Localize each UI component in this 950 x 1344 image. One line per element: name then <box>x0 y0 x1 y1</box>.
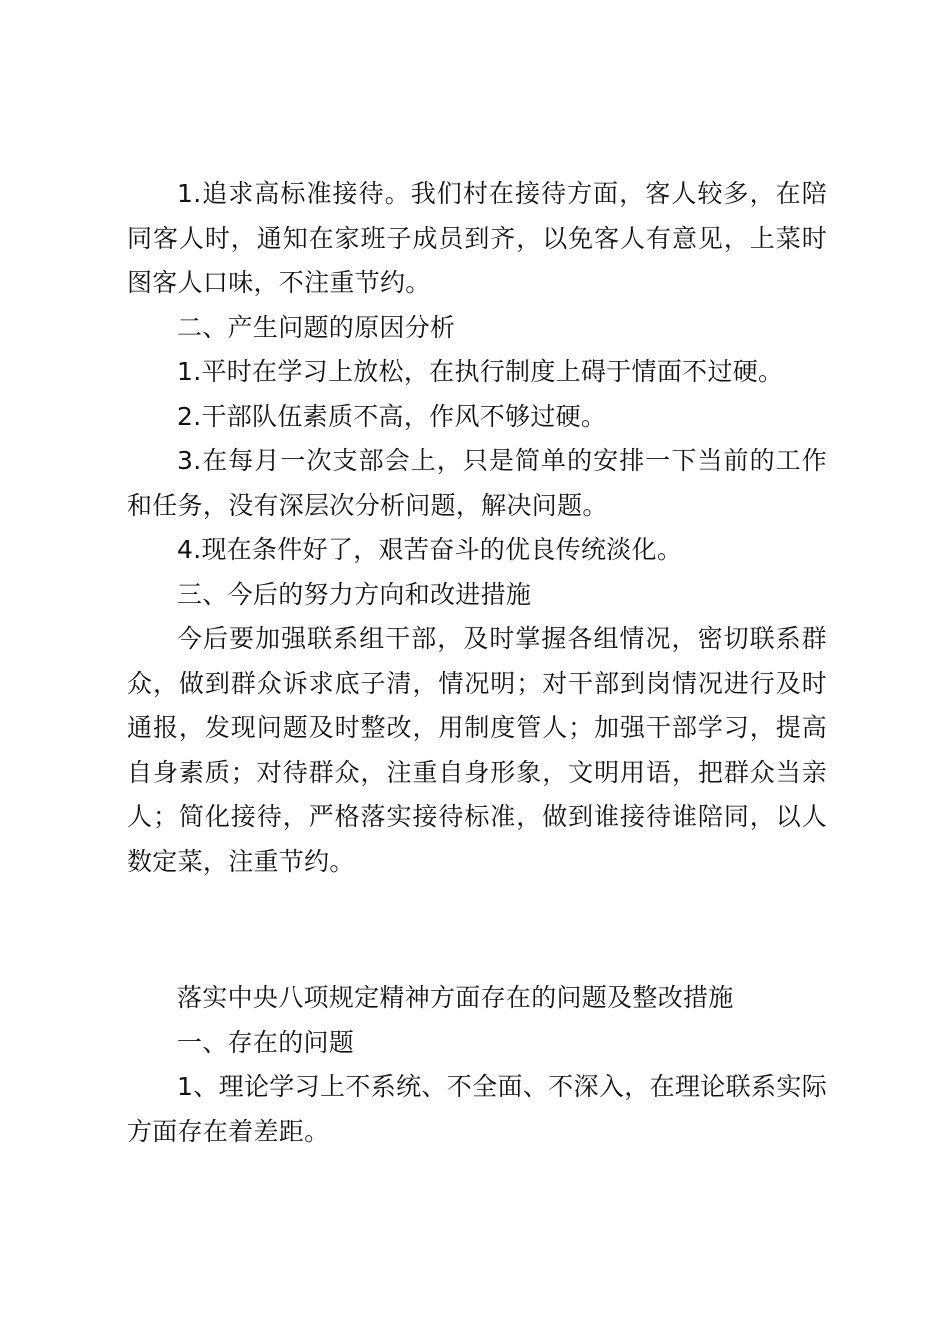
paragraph-problem-1: 1、理论学习上不系统、不全面、不深入，在理论联系实际方面存在着差距。 <box>127 1072 827 1146</box>
paragraph-improvement-details: 今后要加强联系组干部，及时掌握各组情况，密切联系群众，做到群众诉求底子清，情况明；对干部到岗情况进行及时通报，发现问题及时整改，用制度管人；加强干部学习，提高自身素质；对待群众，注重自身形象，文明用语，把群众当亲人；简化接待，严格落实接待标准，做到谁接待谁陪同，以人数定菜，注重节约。 <box>127 624 827 876</box>
document-body-upper <box>127 172 827 884</box>
heading-existing-problems: 一、存在的问题 <box>177 1027 355 1057</box>
heading-improvement-measures: 三、今后的努力方向和改进措施 <box>177 579 532 609</box>
document-title: 落实中央八项规定精神方面存在的问题及整改措施 <box>177 983 734 1012</box>
paragraph-cause-2: 2.干部队伍素质不高，作风不够过硬。 <box>177 401 607 431</box>
paragraph-cause-4: 4.现在条件好了，艰苦奋斗的优良传统淡化。 <box>177 535 683 564</box>
heading-cause-analysis: 二、产生问题的原因分析 <box>177 312 456 342</box>
document-body-lower <box>127 976 827 1154</box>
paragraph-reception-standard: 1.追求高标准接待。我们村在接待方面，客人较多，在陪同客人时，通知在家班子成员到齐，以免客人有意见，上菜时图客人口味，不注重节约。 <box>127 179 827 297</box>
paragraph-cause-3: 3.在每月一次支部会上，只是简单的安排一下当前的工作和任务，没有深层次分析问题，解决问题。 <box>127 446 827 520</box>
paragraph-cause-1: 1.平时在学习上放松，在执行制度上碍于情面不过硬。 <box>177 357 784 386</box>
